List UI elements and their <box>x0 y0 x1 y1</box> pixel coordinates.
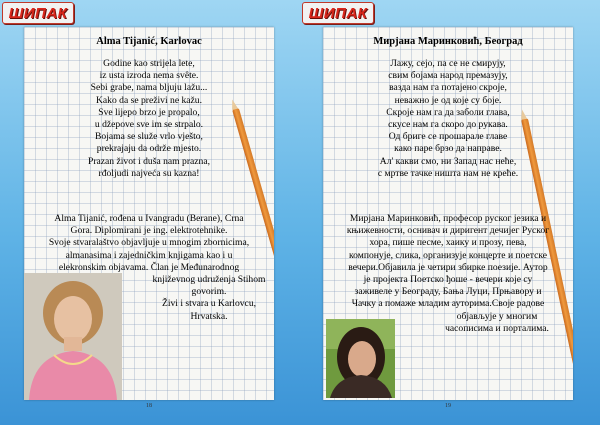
poem-line: Bojama se služe vrlo vješto, <box>95 131 203 143</box>
bio-line: књижевности, оснивач и диригент дечијег Руског <box>346 225 550 237</box>
bio-line: хора, пише песме, хаику и прозу, пева, <box>369 237 527 249</box>
bio-line: Gora. Diplomirani je ing. elektrotehnike. <box>70 225 228 237</box>
bio-line: Чачку а помаже младим ауторима.Своје радове <box>351 298 545 310</box>
bio-line: elekronskim objavama. Član je Međunarodnog <box>58 261 240 273</box>
bio-line: Мирјана Маринковић, професор руског језика и <box>349 213 547 224</box>
poem-line: с мртве тачке ништа нам не креће. <box>377 167 519 179</box>
bio-line: almanasima i zajedničkim knjigama kao i u <box>65 249 233 261</box>
bio-line: književnog udruženja Stihom <box>152 274 266 285</box>
author-bio <box>323 213 573 286</box>
poem-line: Лажу, сејо, па се не смирују, <box>390 58 506 69</box>
bio-line: је пројекта Поетско ђоше - вечери које су <box>363 274 533 286</box>
logo <box>302 2 374 24</box>
logo <box>2 2 74 24</box>
poem-line: скусе нам га скоро до рукава. <box>388 119 508 131</box>
logo-text: ШИПАК <box>8 4 68 22</box>
author-bio <box>24 213 274 274</box>
poem-line: Godine kao strijela lete, <box>103 58 195 69</box>
poem-line: Скроје нам га да заболи глава, <box>386 106 510 118</box>
logo-text: ШИПАК <box>308 4 368 22</box>
author-photo <box>326 319 395 398</box>
left-page <box>24 27 274 400</box>
poem <box>323 58 573 180</box>
bio-line: Svoje stvaralaštvo objavljuje u mnogim zbornicima, <box>48 237 250 249</box>
page-number: 18 <box>146 403 152 409</box>
page-number: 19 <box>445 403 451 409</box>
bio-line: Hrvatska. <box>190 310 228 322</box>
page-title: Alma Tijanić, Karlovac <box>96 36 202 47</box>
bio-line: заживеле у Београду, Бањa Луци, Прњавору и <box>354 286 542 297</box>
poem-line: Ал' какви смо, ни Запад нас неће, <box>379 155 517 167</box>
page-title: Мирјана Маринковић, Београд <box>373 36 523 47</box>
bio-line: компонује, слика, организује концерте и поетске <box>348 249 548 261</box>
bio-line: часописима и порталима. <box>445 323 549 335</box>
poem-line: prekrajaju da održe mjesto. <box>96 143 202 155</box>
poem-line: свим бојама народ премазују, <box>388 70 508 82</box>
poem-line: Prazan život i duša nam prazna, <box>87 155 210 167</box>
poem-line: u džepove sve im se strpalo. <box>94 119 204 131</box>
poem-line: Kako da se preživi ne kažu. <box>95 94 203 106</box>
poem-line: вазда нам га потајено скроје, <box>389 82 507 94</box>
bio-line: објављује у многим <box>456 311 538 322</box>
poem-line: iz usta izroda nema svête. <box>99 70 199 82</box>
bio-line: Živi i stvara u Karlovcu, <box>161 298 257 310</box>
poem <box>24 58 274 180</box>
poem-line: како паре брзо да направе. <box>394 143 502 155</box>
poem-line: rđoljudi najveća su kazna! <box>98 167 200 179</box>
author-bio-continued <box>139 274 274 323</box>
author-bio-continued <box>323 286 573 310</box>
author-bio-end <box>421 311 573 335</box>
poem-line: Sebi grabe, nama bljuju lažu... <box>90 82 208 94</box>
poem-line: Од бриге се прошарале главе <box>388 131 508 143</box>
bio-line: govorim. <box>191 286 227 298</box>
author-photo <box>24 273 122 400</box>
bio-line: вечери.Објавила је четири збирке поезије. Аутор <box>348 261 548 273</box>
poem-line: Sve lijepo brzo je propalo, <box>98 106 200 118</box>
bio-line: Alma Tijanić, rođena u Ivangradu (Berane), Crna <box>54 213 244 224</box>
poem-line: неважно је од које су боје. <box>394 94 502 106</box>
right-page <box>323 27 573 400</box>
